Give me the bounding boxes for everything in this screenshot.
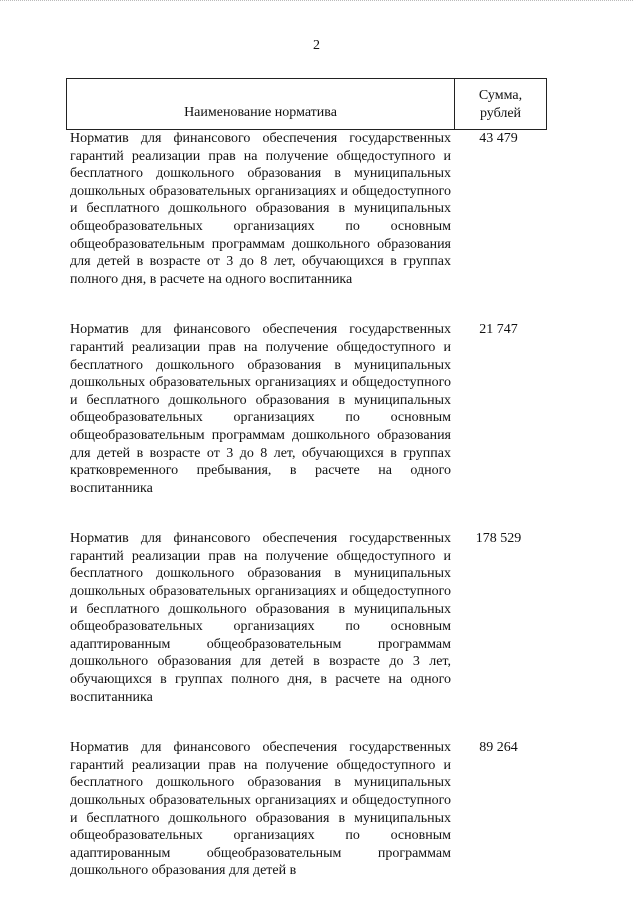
table-body	[70, 130, 540, 913]
row-description: Норматив для финансового обеспечения государственных гарантий реализации прав на получение общедоступного и бесплатного дошкольного образования в муниципальных дошкольных образовательных организациях и общедоступного и бесплатного дошкольного образования в муниципальных общеобразовательных организациях по основным адаптированным общеобразовательным программам дошкольного образования для детей в	[70, 740, 451, 879]
scan-top-edge	[0, 0, 633, 4]
row-sum: 43 479	[479, 131, 518, 146]
column-header-sum-line2: рублей	[479, 106, 522, 121]
table-row	[70, 321, 540, 497]
column-header-sum-line1: Сумма,	[478, 88, 523, 103]
table-row	[70, 530, 540, 706]
row-sum: 89 264	[479, 740, 518, 756]
page-number: 2	[313, 38, 320, 53]
row-sum: 21 747	[479, 322, 518, 338]
row-description: Норматив для финансового обеспечения государственных гарантий реализации прав на получение общедоступного и бесплатного дошкольного образования в муниципальных дошкольных образовательных организациях и общедоступного и бесплатного дошкольного образования в муниципальных общеобразовательных организациях по основным адаптированным общеобразовательным программам дошкольного образования для детей в возрасте до 3 лет, обучающихся в группах полного дня, в расчете на одного воспитанника	[70, 531, 451, 705]
table-row	[70, 739, 540, 880]
column-header-name: Наименование норматива	[67, 79, 455, 129]
table-row	[70, 130, 540, 288]
table-header	[66, 78, 547, 130]
column-header-sum	[455, 79, 546, 129]
row-description: Норматив для финансового обеспечения государственных гарантий реализации прав на получение общедоступного и бесплатного дошкольного образования в муниципальных дошкольных образовательных организациях и общедоступного и бесплатного дошкольного образования в муниципальных общеобразовательных организациях по основным общеобразовательным программам дошкольного образования для детей в возрасте от 3 до 8 лет, обучающихся в группах кратковременного пребывания, в расчете на одного воспитанника	[70, 322, 451, 496]
row-description: Норматив для финансового обеспечения государственных гарантий реализации прав на получение общедоступного и бесплатного дошкольного образования в муниципальных дошкольных образовательных организациях и общедоступного и бесплатного дошкольного образования в муниципальных общеобразовательных организациях по основным общеобразовательным программам дошкольного образования для детей в возрасте от 3 до 8 лет, обучающихся в группах полного дня, в расчете на одного воспитанника	[70, 131, 451, 287]
row-sum: 178 529	[475, 531, 522, 547]
